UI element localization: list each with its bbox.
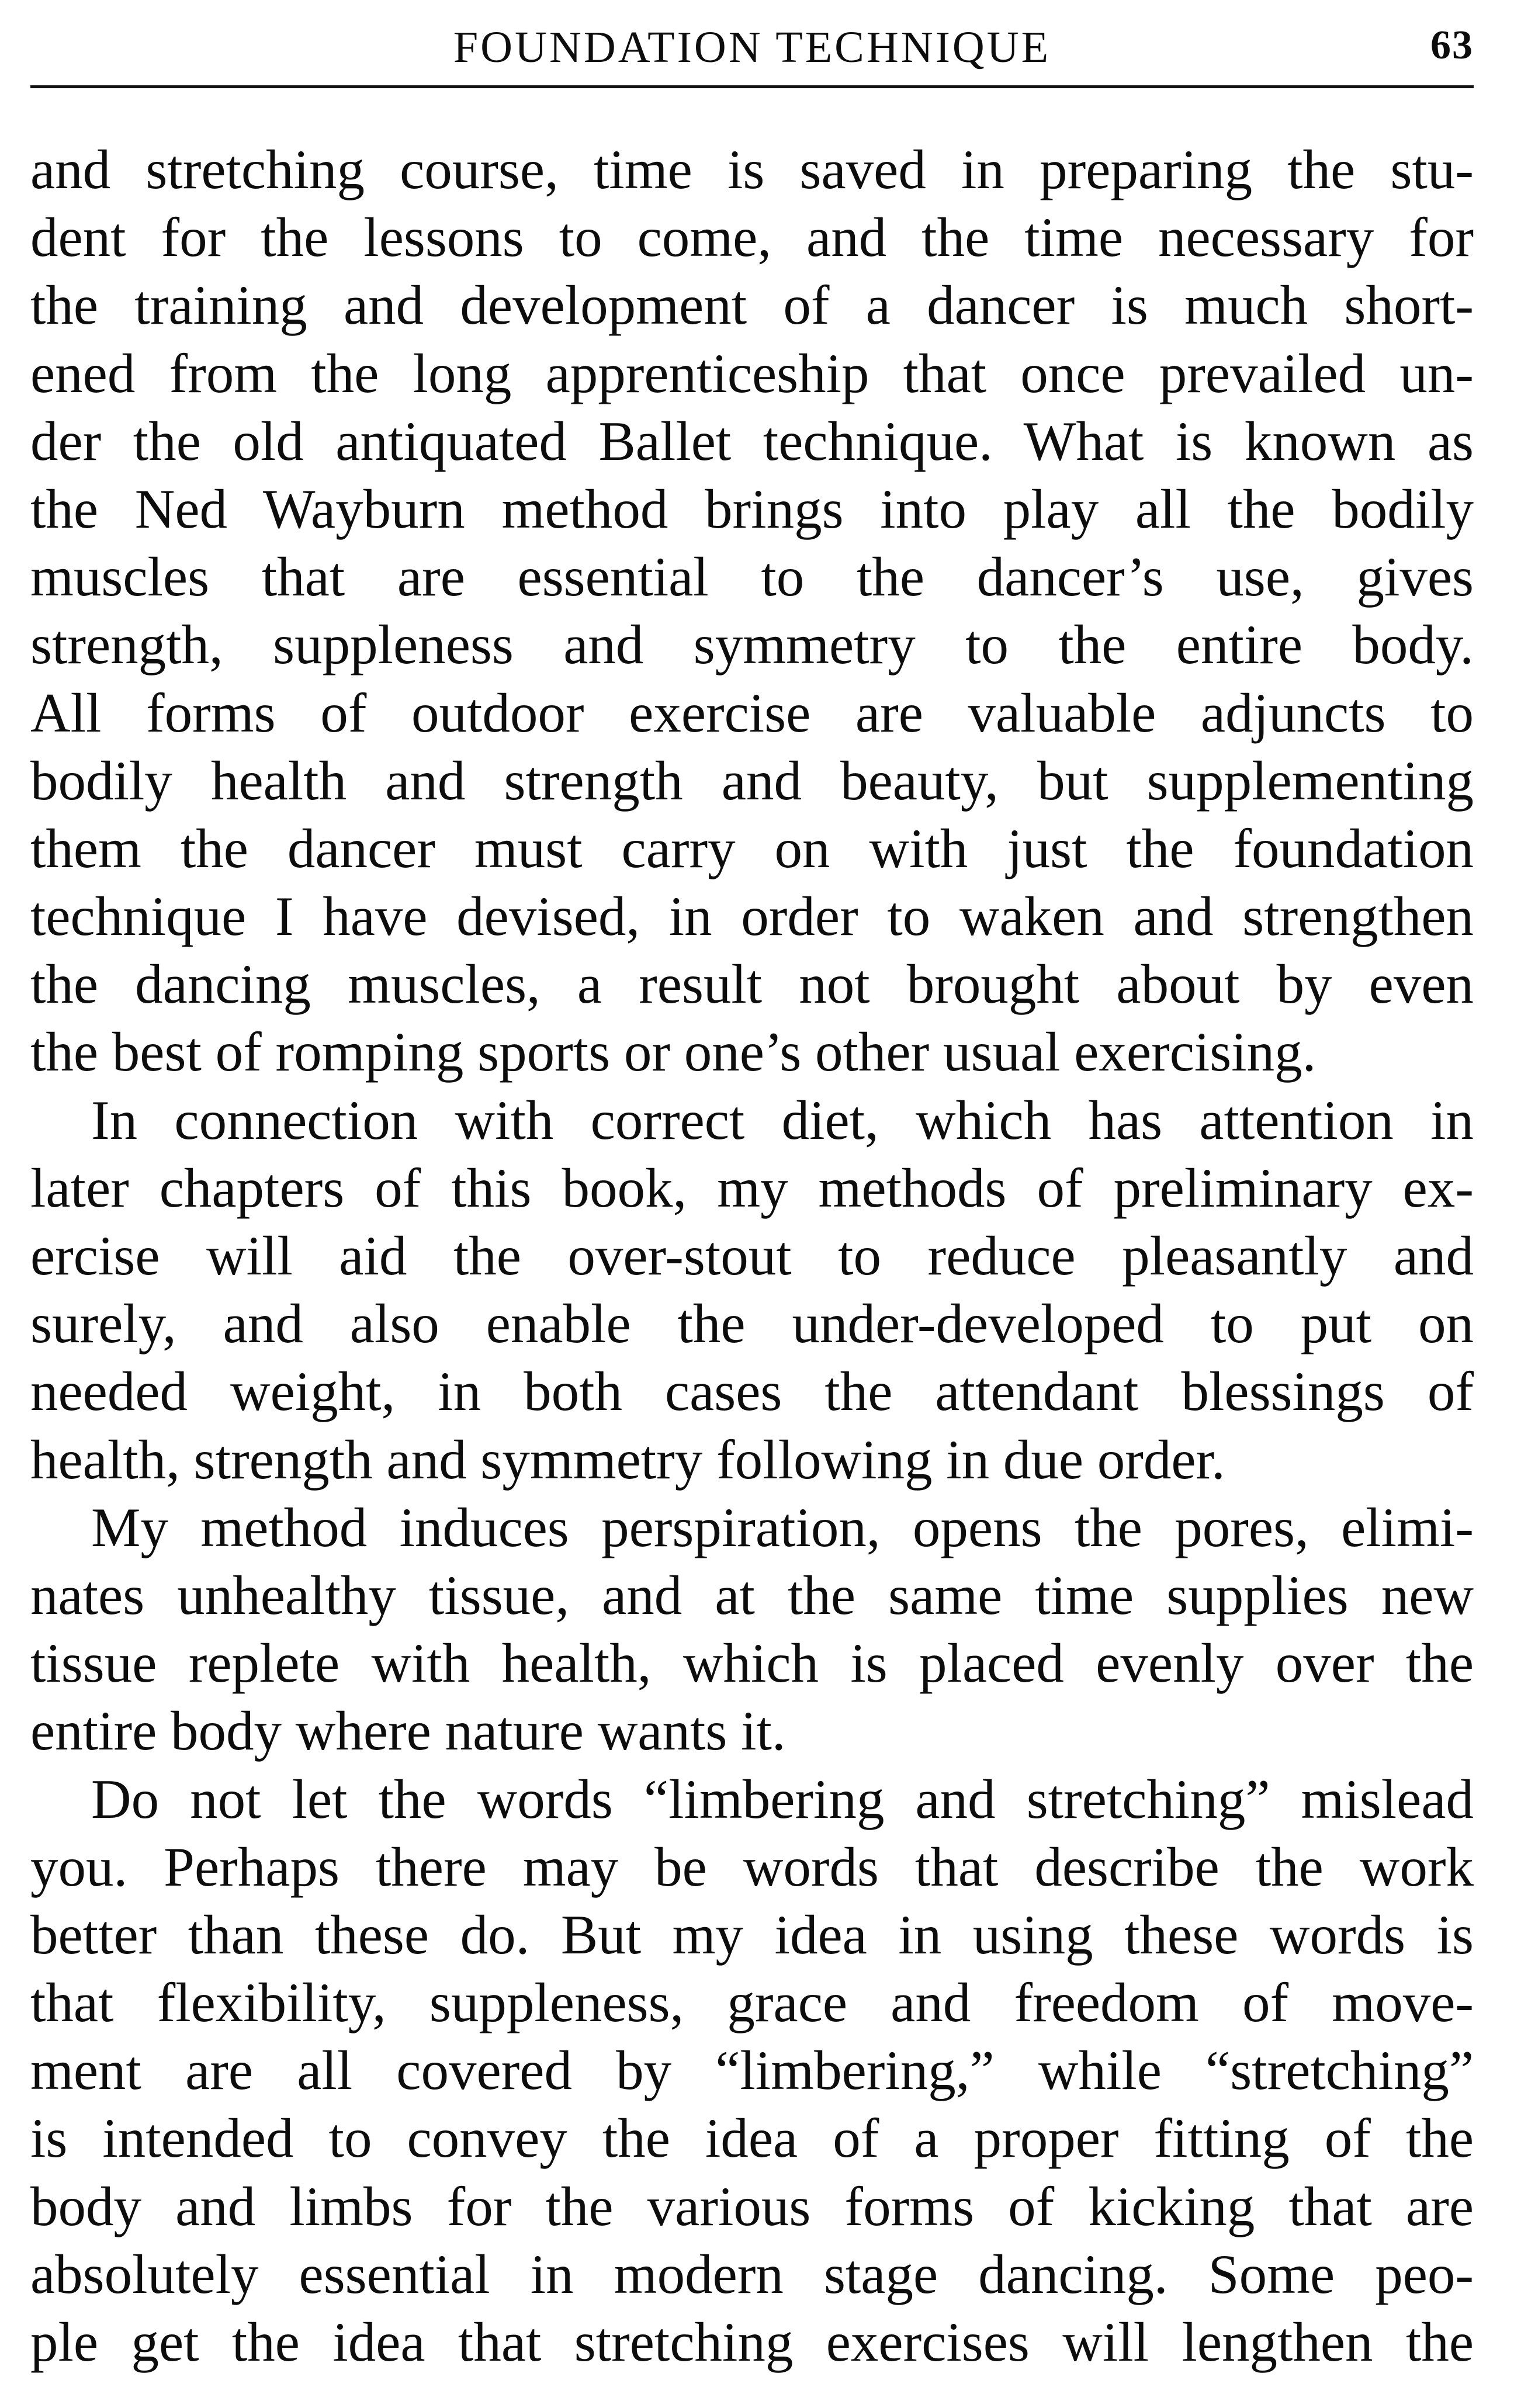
text-line: ment are all covered by “limbering,” while “stretching”	[30, 2039, 1474, 2102]
text-line: them the dancer must carry on with just the foundation	[30, 817, 1474, 879]
text-line: the dancing muscles, a result not brought about by even	[30, 953, 1474, 1016]
text-line: All forms of outdoor exercise are valuable adjuncts to	[30, 681, 1474, 744]
text-line: Do not let the words “limbering and stretching” mislead	[91, 1768, 1474, 1830]
text-line: you. Perhaps there may be words that describe the work	[30, 1835, 1474, 1898]
text-line: later chapters of this book, my methods of preliminary ex-	[30, 1156, 1474, 1219]
running-title: FOUNDATION TECHNIQUE	[453, 23, 1051, 72]
body-text	[30, 136, 1474, 2376]
text-line: needed weight, in both cases the attendant blessings of	[30, 1360, 1474, 1423]
text-line: surely, and also enable the under-developed to put on	[30, 1293, 1474, 1355]
text-line: My method induces perspiration, opens the pores, elimi-	[91, 1496, 1474, 1558]
running-head	[30, 18, 1474, 93]
text-line: absolutely essential in modern stage dancing. Some peo-	[30, 2243, 1474, 2305]
text-line: health, strength and symmetry following in due order.	[30, 1428, 1225, 1491]
text-line: muscles that are essential to the dancer’s use, gives	[30, 546, 1474, 608]
text-line: der the old antiquated Ballet technique. What is known as	[30, 410, 1474, 472]
text-line: and stretching course, time is saved in preparing the stu-	[30, 138, 1474, 200]
text-line: is intended to convey the idea of a proper fitting of the	[30, 2107, 1474, 2170]
text-line: ercise will aid the over-stout to reduce pleasantly and	[30, 1225, 1474, 1287]
text-line: ple get the idea that stretching exercises will lengthen the	[30, 2311, 1474, 2373]
text-line: that flexibility, suppleness, grace and freedom of move-	[30, 1972, 1474, 2034]
text-line: entire body where nature wants it.	[30, 1700, 786, 1762]
text-line: the best of romping sports or one’s other usual exercising.	[30, 1021, 1316, 1083]
header-rule	[30, 85, 1474, 88]
text-line: strength, suppleness and symmetry to the entire body.	[30, 614, 1474, 676]
text-line: better than these do. But my idea in using these words is	[30, 1903, 1474, 1966]
page-number: 63	[1430, 23, 1474, 68]
text-line: ened from the long apprenticeship that once prevailed un-	[30, 342, 1474, 404]
text-line: In connection with correct diet, which has attention in	[91, 1089, 1474, 1151]
text-line: bodily health and strength and beauty, but supplementing	[30, 749, 1474, 812]
text-line: nates unhealthy tissue, and at the same time supplies new	[30, 1564, 1474, 1626]
text-line: tissue replete with health, which is placed evenly over the	[30, 1632, 1474, 1695]
text-line: dent for the lessons to come, and the time necessary for	[30, 206, 1474, 269]
text-line: the training and development of a dancer is much short-	[30, 274, 1474, 337]
text-line: body and limbs for the various forms of kicking that are	[30, 2175, 1474, 2237]
text-line: technique I have devised, in order to waken and strengthen	[30, 885, 1474, 948]
text-line: the Ned Wayburn method brings into play all the bodily	[30, 477, 1474, 540]
